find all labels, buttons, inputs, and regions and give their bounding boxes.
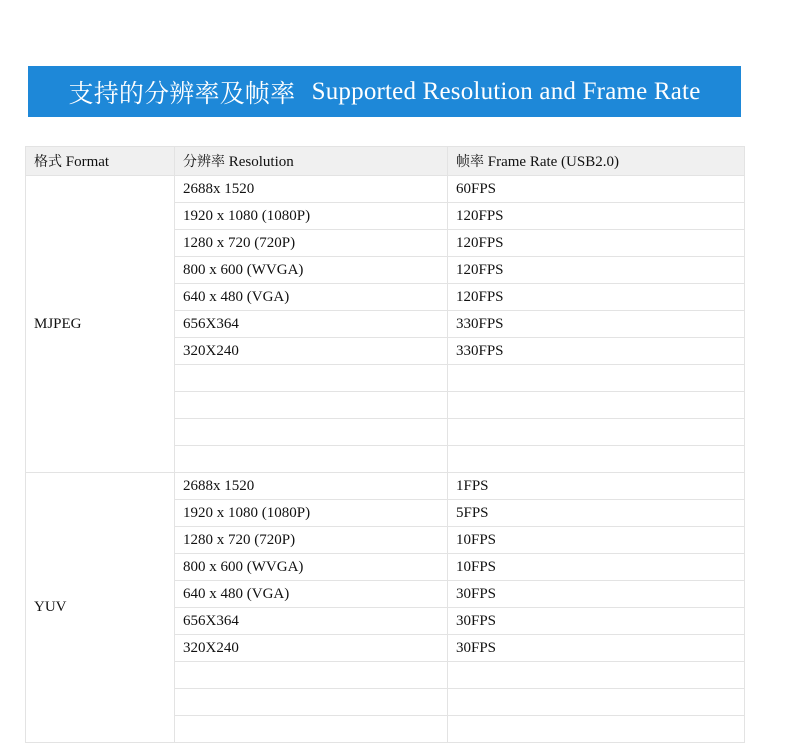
- format-cell: YUV: [26, 473, 175, 743]
- format-cell: MJPEG: [26, 176, 175, 473]
- frame-rate-cell: [448, 365, 745, 392]
- title-en: Supported Resolution and Frame Rate: [311, 77, 701, 105]
- frame-rate-cell: [448, 716, 745, 743]
- resolution-cell: 320X240: [175, 338, 448, 365]
- resolution-cell: [175, 716, 448, 743]
- frame-rate-cell: 120FPS: [448, 284, 745, 311]
- resolution-table: [25, 146, 745, 743]
- resolution-cell: [175, 689, 448, 716]
- frame-rate-cell: 10FPS: [448, 554, 745, 581]
- frame-rate-cell: 30FPS: [448, 635, 745, 662]
- frame-rate-cell: 10FPS: [448, 527, 745, 554]
- table-body: [26, 176, 745, 743]
- header-format-cn: 格式: [34, 154, 62, 170]
- header-resolution: [175, 147, 448, 176]
- resolution-cell: 2688x 1520: [175, 176, 448, 203]
- frame-rate-cell: [448, 689, 745, 716]
- header-format: [26, 147, 175, 176]
- frame-rate-cell: [448, 419, 745, 446]
- frame-rate-cell: 5FPS: [448, 500, 745, 527]
- frame-rate-cell: 120FPS: [448, 257, 745, 284]
- resolution-cell: 1280 x 720 (720P): [175, 527, 448, 554]
- resolution-cell: 1280 x 720 (720P): [175, 230, 448, 257]
- resolution-cell: 1920 x 1080 (1080P): [175, 500, 448, 527]
- header-frame-rate-cn: 帧率: [456, 154, 484, 170]
- frame-rate-cell: [448, 662, 745, 689]
- frame-rate-cell: 120FPS: [448, 230, 745, 257]
- resolution-cell: 800 x 600 (WVGA): [175, 554, 448, 581]
- resolution-cell: 800 x 600 (WVGA): [175, 257, 448, 284]
- header-resolution-cn: 分辨率: [183, 154, 225, 170]
- resolution-cell: 640 x 480 (VGA): [175, 284, 448, 311]
- resolution-cell: [175, 446, 448, 473]
- frame-rate-cell: [448, 392, 745, 419]
- resolution-cell: [175, 365, 448, 392]
- resolution-cell: 656X364: [175, 311, 448, 338]
- table-row: [26, 176, 745, 203]
- resolution-cell: 320X240: [175, 635, 448, 662]
- resolution-cell: [175, 392, 448, 419]
- title-banner: [28, 66, 741, 117]
- header-resolution-en: Resolution: [228, 154, 294, 170]
- resolution-cell: [175, 662, 448, 689]
- resolution-cell: 1920 x 1080 (1080P): [175, 203, 448, 230]
- frame-rate-cell: 120FPS: [448, 203, 745, 230]
- resolution-cell: 2688x 1520: [175, 473, 448, 500]
- frame-rate-cell: 1FPS: [448, 473, 745, 500]
- resolution-cell: 640 x 480 (VGA): [175, 581, 448, 608]
- frame-rate-cell: 330FPS: [448, 338, 745, 365]
- table-row: [26, 473, 745, 500]
- frame-rate-cell: 330FPS: [448, 311, 745, 338]
- resolution-cell: 656X364: [175, 608, 448, 635]
- frame-rate-cell: 30FPS: [448, 581, 745, 608]
- frame-rate-cell: 30FPS: [448, 608, 745, 635]
- table-header-row: [26, 147, 745, 176]
- frame-rate-cell: 60FPS: [448, 176, 745, 203]
- frame-rate-cell: [448, 446, 745, 473]
- header-frame-rate: [448, 147, 745, 176]
- title-cn: 支持的分辨率及帧率: [68, 78, 296, 108]
- resolution-cell: [175, 419, 448, 446]
- header-frame-rate-en: Frame Rate (USB2.0): [487, 154, 619, 170]
- header-format-en: Format: [65, 154, 110, 170]
